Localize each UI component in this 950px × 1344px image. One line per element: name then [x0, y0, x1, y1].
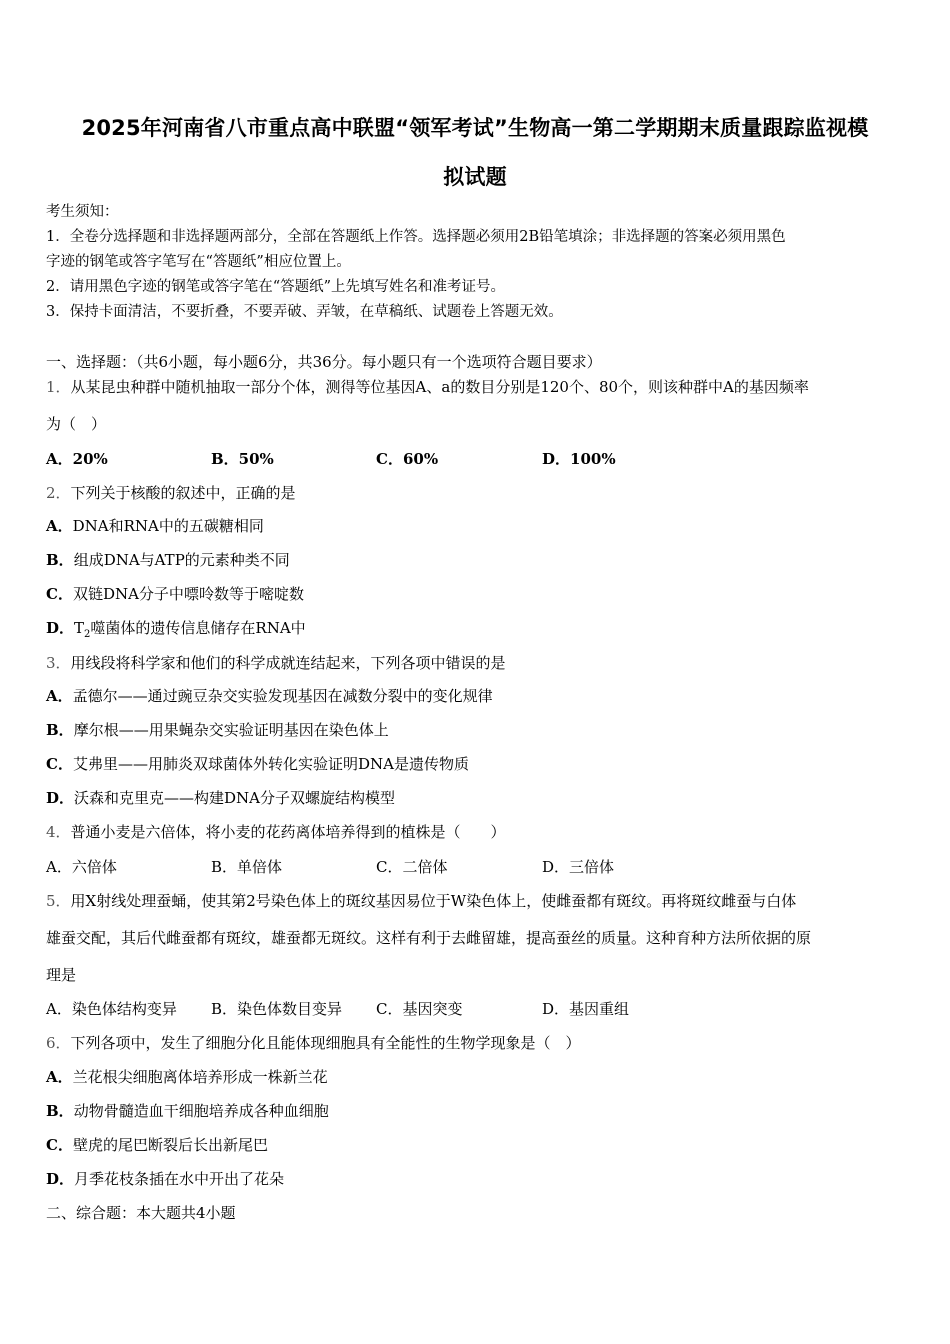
q2-option-d: D．$T_2$噬菌体的遗传信息储存在RNA中 [46, 619, 306, 640]
q3-option-a: A．孟德尔——通过豌豆杂交实验发现基因在减数分裂中的变化规律 [46, 687, 493, 705]
exam-title-line2: 拟试题 [443, 165, 507, 189]
q4-option-d: D．三倍体 [542, 858, 615, 876]
question-2 [46, 482, 908, 503]
q5-option-a: A．染色体结构变异 [46, 1000, 177, 1018]
question-1-number: 1． [46, 378, 71, 396]
q2-option-b: B．组成DNA与ATP的元素种类不同 [46, 551, 290, 569]
notice-item-1b: 字迹的钢笔或答字笔写在“答题纸”相应位置上。 [46, 254, 351, 270]
q6-option-a: A．兰花根尖细胞离体培养形成一株新兰花 [46, 1068, 328, 1086]
q1-option-b: B．50% [211, 450, 274, 468]
q2-option-a: A．DNA和RNA中的五碳糖相同 [46, 517, 264, 535]
question-3-text: 用线段将科学家和他们的科学成就连结起来，下列各项中错误的是 [70, 654, 506, 672]
question-4-number: 4． [46, 823, 71, 841]
question-5-text-c: 理是 [46, 966, 77, 984]
q1-option-c: C．60% [376, 450, 439, 468]
notice-item-3: 3．保持卡面清洁，不要折叠，不要弄破、弄皱，在草稿纸、试题卷上答题无效。 [46, 304, 563, 320]
q1-option-d: D．100% [542, 450, 616, 468]
question-6-text: 下列各项中，发生了细胞分化且能体现细胞具有全能性的生物学现象是（ ） [70, 1034, 581, 1052]
q3-option-d: D．沃森和克里克——构建DNA分子双螺旋结构模型 [46, 789, 396, 807]
question-1-text-a: 从某昆虫种群中随机抽取一部分个体，测得等位基因A、a的数目分别是120个、80个，则该种群中A的基因频率 [70, 378, 809, 396]
q6-option-b: B．动物骨髓造血干细胞培养成各种血细胞 [46, 1102, 329, 1120]
q6-option-c: C．壁虎的尾巴断裂后长出新尾巴 [46, 1136, 268, 1154]
question-5-text-b: 雄蚕交配，其后代雌蚕都有斑纹，雄蚕都无斑纹。这样有利于去雌留雄，提高蚕丝的质量。这种育种方法所依据的原 [46, 929, 812, 947]
q5-option-b: B．染色体数目变异 [211, 1000, 343, 1018]
q4-option-c: C．二倍体 [376, 858, 448, 876]
section-2-heading: 二、综合题：本大题共4小题 [46, 1204, 236, 1222]
q1-option-a: A．20% [46, 450, 108, 468]
question-3-number: 3． [46, 654, 71, 672]
question-5-number: 5． [46, 892, 71, 910]
q4-option-b: B．单倍体 [211, 858, 283, 876]
question-5-text-a: 用X射线处理蚕蛹，使其第2号染色体上的斑纹基因易位于W染色体上，使雌蚕都有斑纹。再将斑纹雌蚕与白体 [70, 892, 797, 910]
question-6-number: 6． [46, 1034, 71, 1052]
question-2-text: 下列关于核酸的叙述中，正确的是 [70, 484, 296, 502]
question-1 [46, 376, 908, 397]
question-5 [46, 890, 908, 911]
q2-option-c: C．双链DNA分子中嘌呤数等于嘧啶数 [46, 585, 304, 603]
notice-block [46, 200, 908, 325]
notice-heading: 考生须知： [46, 204, 119, 220]
q6-option-d: D．月季花枝条插在水中开出了花朵 [46, 1170, 285, 1188]
question-1-text-b: 为（ ） [46, 415, 107, 433]
exam-title-line1: 2025年河南省八市重点高中联盟“领军考试”生物高一第二学期期末质量跟踪监视模 [81, 116, 869, 140]
q5-option-c: C．基因突变 [376, 1000, 463, 1018]
q5-option-d: D．基因重组 [542, 1000, 630, 1018]
q3-option-c: C．艾弗里——用肺炎双球菌体外转化实验证明DNA是遗传物质 [46, 755, 469, 773]
q3-option-b: B．摩尔根——用果蝇杂交实验证明基因在染色体上 [46, 721, 389, 739]
question-4 [46, 821, 908, 842]
section-1-heading: 一、选择题：（共6小题，每小题6分，共36分。每小题只有一个选项符合题目要求） [46, 353, 602, 371]
question-4-text: 普通小麦是六倍体，将小麦的花药离体培养得到的植株是（ ） [70, 823, 506, 841]
question-6 [46, 1032, 908, 1053]
question-3 [46, 652, 908, 673]
notice-item-1a: 1．全卷分选择题和非选择题两部分，全部在答题纸上作答。选择题必须用2B铅笔填涂；非选择题的答案必须用黑色 [46, 229, 786, 245]
question-2-number: 2． [46, 484, 71, 502]
notice-item-2: 2．请用黑色字迹的钢笔或答字笔在“答题纸”上先填写姓名和准考证号。 [46, 279, 506, 295]
q4-option-a: A．六倍体 [46, 858, 117, 876]
